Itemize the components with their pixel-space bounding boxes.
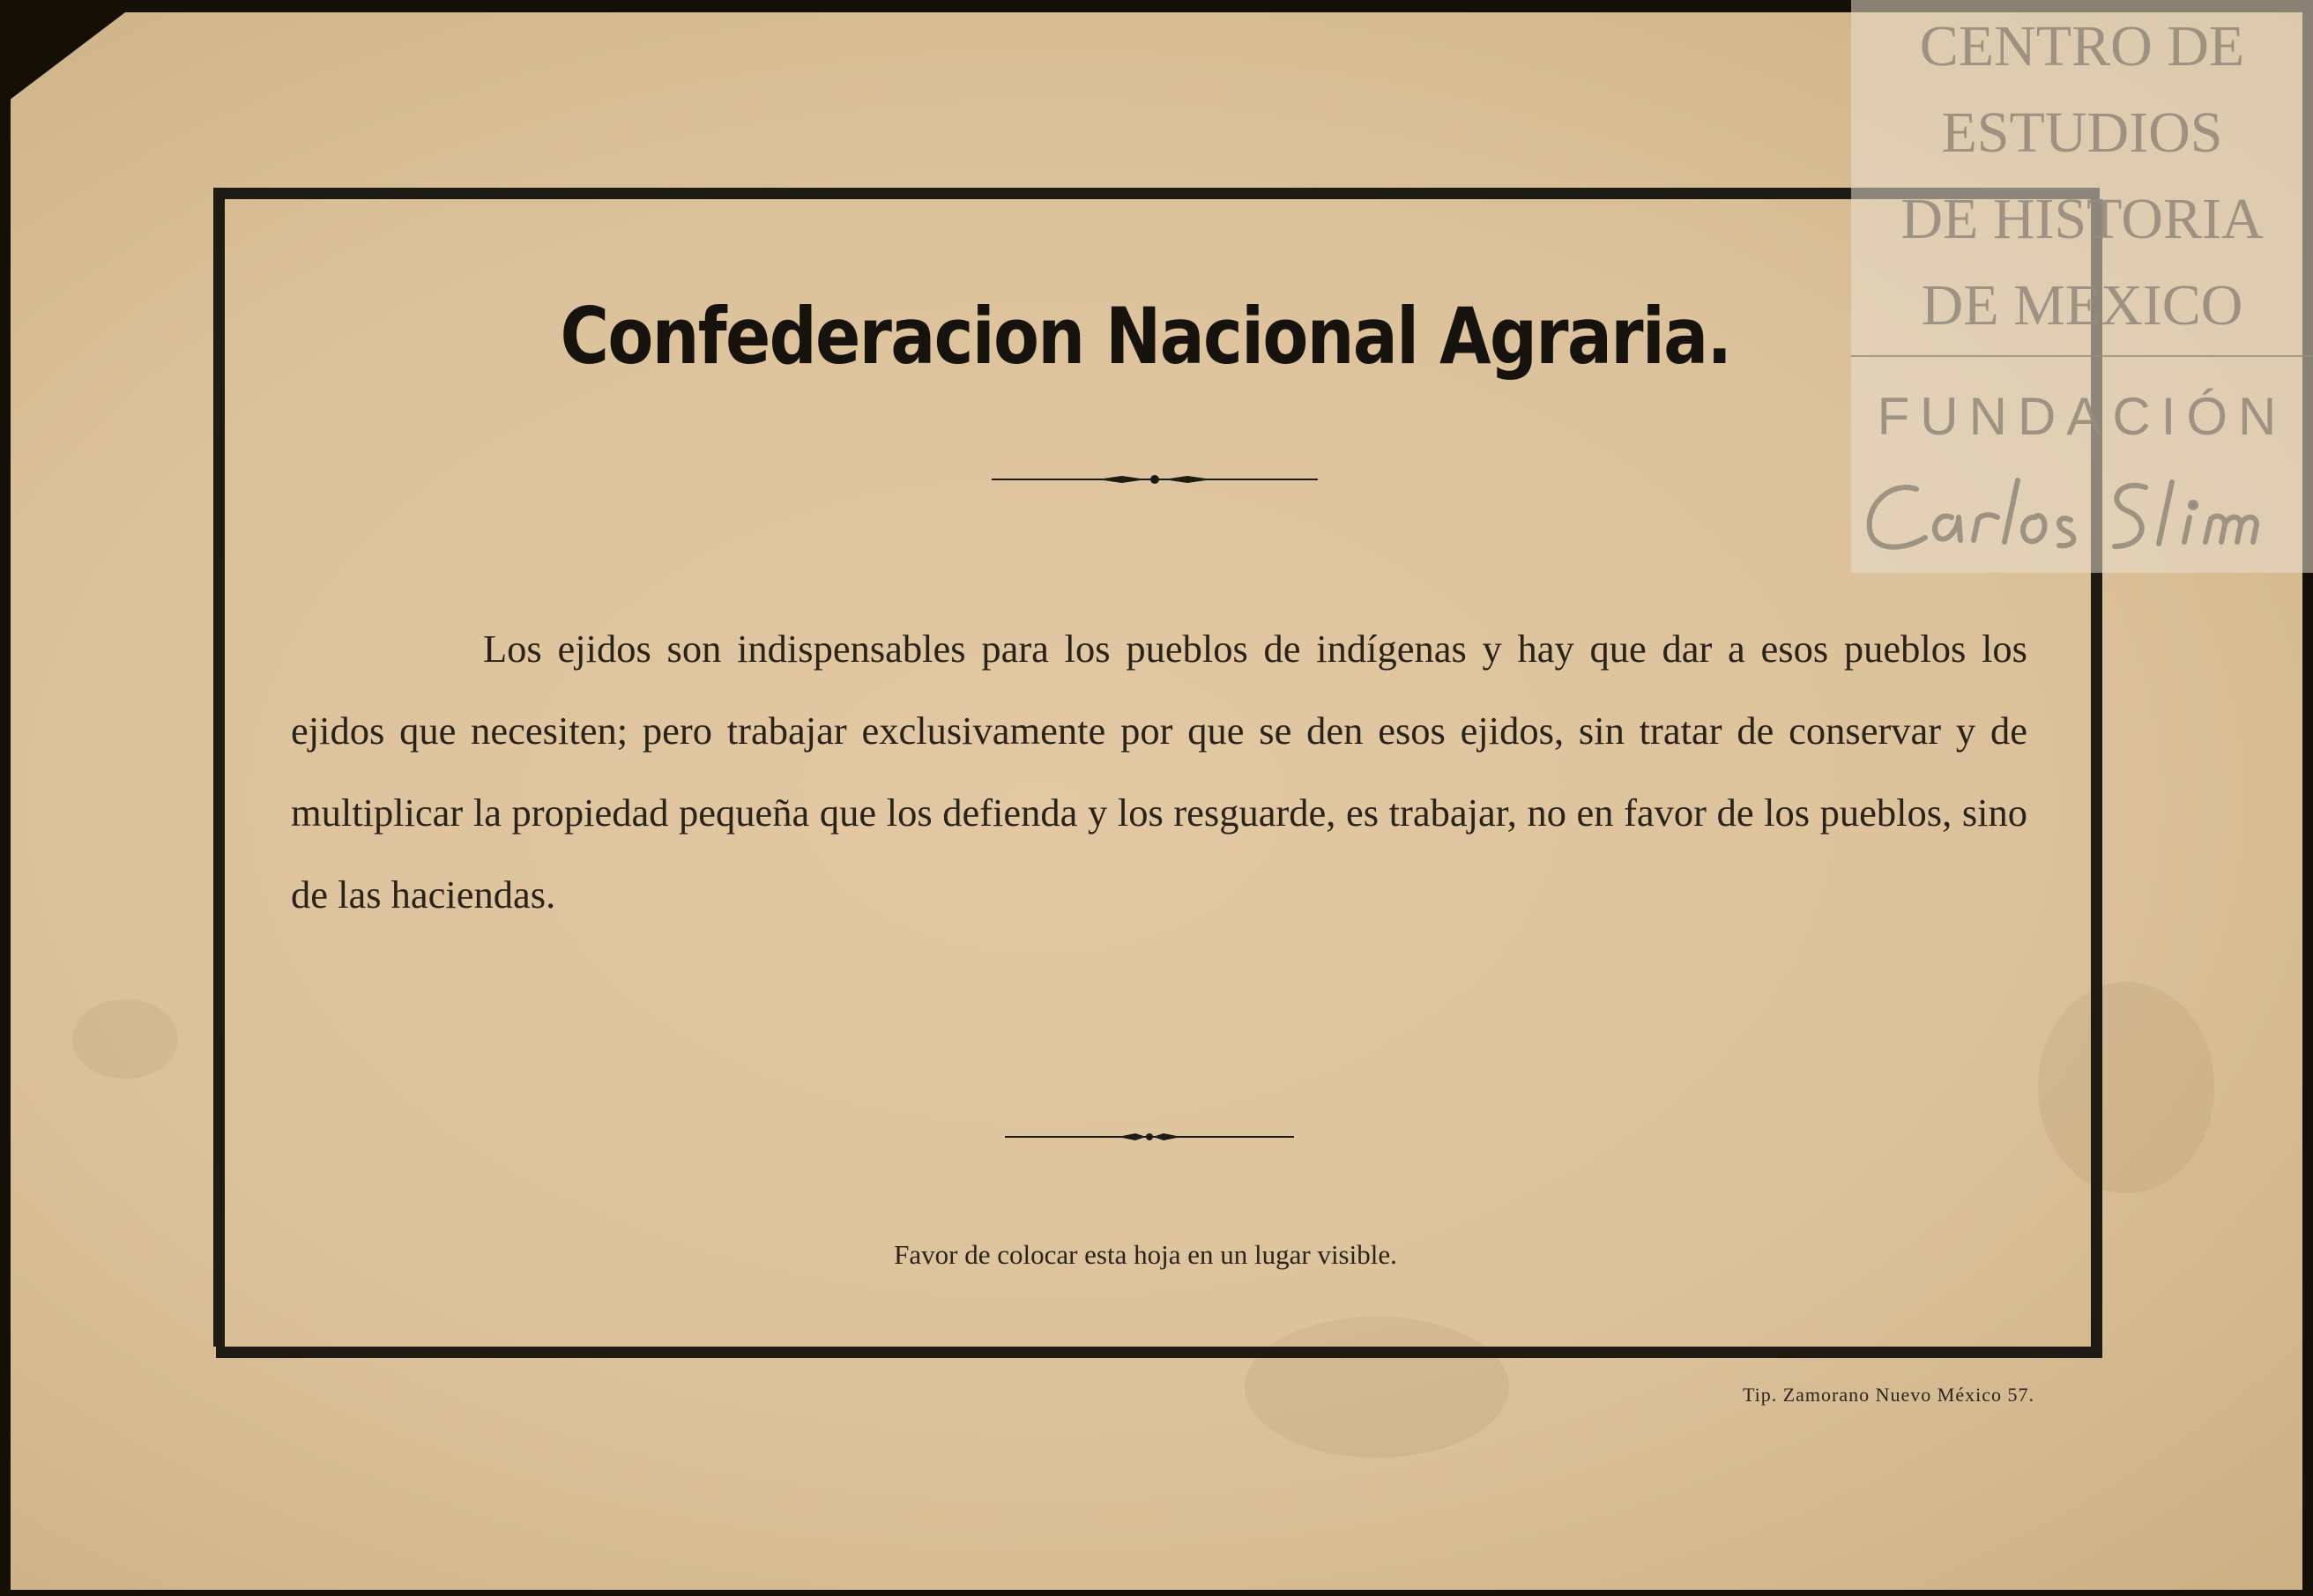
- page-title: Confederacion Nacional Agraria.: [560, 291, 1731, 382]
- paper-stain: [2038, 982, 2214, 1193]
- watermark-line-1: CENTRO DE: [1919, 14, 2245, 78]
- body-paragraph: Los ejidos son indispensables para los pueblos de indígenas y hay que dar a esos pueblos los ejidos que necesiten; pero trabajar exclusivamente por que se den esos ejidos, sin tratar de conservar y de multiplicar la propiedad pequeña que los defienda y los resguarde, es trabajar, no en favor de los pueblos, sino de las haciendas.: [291, 627, 2027, 917]
- frame-left-border: [213, 199, 225, 1347]
- paper-stain: [72, 999, 178, 1079]
- frame-bottom-border: [216, 1347, 2102, 1358]
- watermark-signature: [1855, 463, 2304, 568]
- watermark-foundation: FUNDACIÓN: [1877, 387, 2287, 446]
- watermark-line-3: DE HISTORIA: [1900, 187, 2264, 251]
- printer-imprint: Tip. Zamorano Nuevo México 57.: [1742, 1384, 2034, 1406]
- watermark-line-4: DE MEXICO: [1921, 273, 2243, 338]
- ornament-divider-top: [992, 469, 1318, 490]
- watermark-line-2: ESTUDIOS: [1941, 100, 2223, 165]
- posting-notice: Favor de colocar esta hoja en un lugar visible.: [894, 1239, 1397, 1270]
- frame-top-border: [213, 188, 2100, 199]
- ornament-divider-bottom: [1005, 1128, 1294, 1146]
- watermark-divider: [1851, 355, 2313, 357]
